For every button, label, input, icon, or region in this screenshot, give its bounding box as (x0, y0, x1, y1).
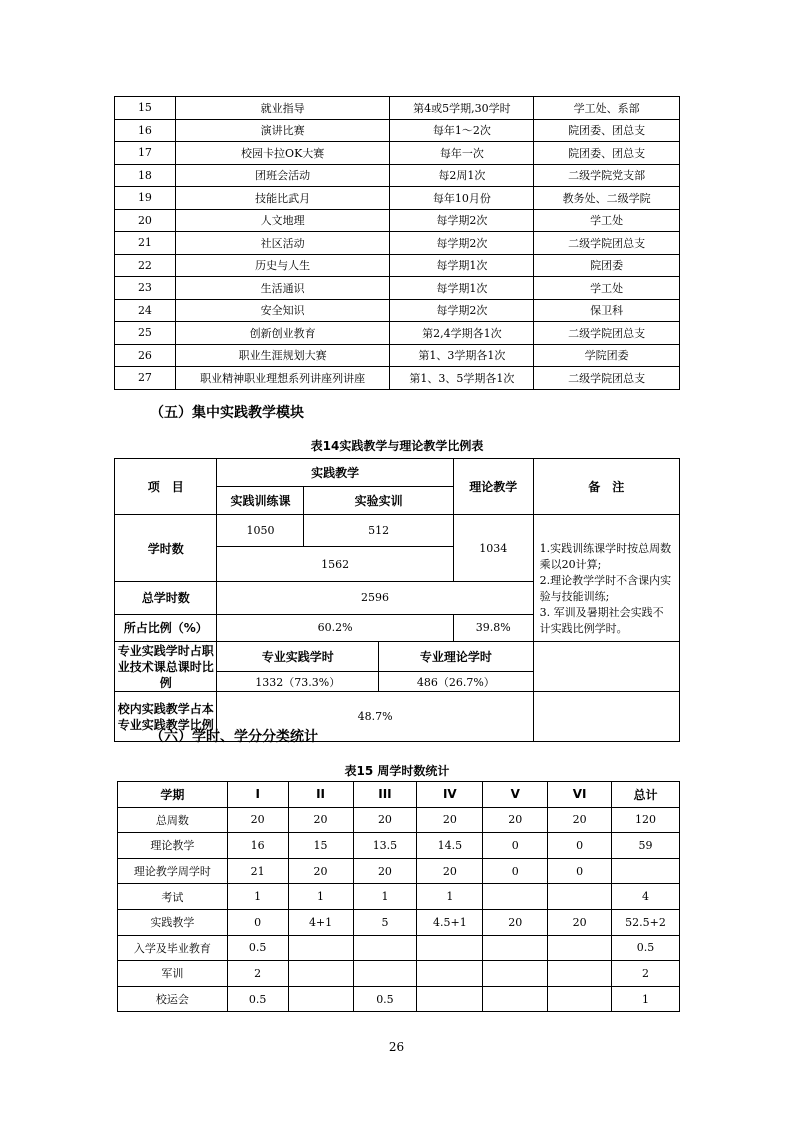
table-cell: 20 (288, 858, 353, 884)
activity-name: 人文地理 (175, 209, 390, 232)
table-cell: 0 (227, 909, 288, 935)
activity-name: 安全知识 (175, 299, 390, 322)
activity-name: 职业精神职业理想系列讲座列讲座 (175, 367, 390, 390)
activity-organizer: 学工处 (534, 277, 680, 300)
activity-organizer: 院团委、团总支 (534, 142, 680, 165)
table-cell: 0.5 (227, 986, 288, 1012)
campus-value: 48.7% (217, 692, 533, 742)
header-cell: V (483, 782, 548, 808)
table-row (115, 164, 680, 187)
table-row (115, 277, 680, 300)
table-cell: 0.5 (227, 935, 288, 961)
row-label: 实践教学 (118, 909, 228, 935)
table-cell: 20 (548, 807, 612, 833)
table-row (115, 209, 680, 232)
hours-practice-total: 1562 (217, 547, 453, 582)
activity-schedule: 第2,4学期各1次 (390, 322, 534, 345)
table-cell: 4 (612, 884, 680, 910)
activity-name: 社区活动 (175, 232, 390, 255)
activity-schedule: 每2周1次 (390, 164, 534, 187)
activity-name: 演讲比赛 (175, 119, 390, 142)
row-label: 理论教学 (118, 833, 228, 859)
table-cell (288, 935, 353, 961)
note-1: 1.实践训练课学时按总周数乘以20计算; (539, 542, 672, 571)
prof-theory-value: 486（26.7%） (379, 672, 534, 692)
table-cell (353, 961, 417, 987)
table-cell: 1 (612, 986, 680, 1012)
header-cell: II (288, 782, 353, 808)
table-row (115, 254, 680, 277)
practice-theory-ratio-table (114, 458, 680, 742)
table-cell: 0 (548, 858, 612, 884)
table-15-caption: 表15 周学时数统计 (344, 764, 450, 778)
hours-lab: 512 (304, 515, 453, 547)
header-cell: 学期 (118, 782, 228, 808)
table-cell (483, 961, 548, 987)
note-3: 3. 军训及暑期社会实践不计实践比例学时。 (539, 606, 664, 635)
table-cell: 20 (417, 858, 483, 884)
table-cell: 13.5 (353, 833, 417, 859)
table-cell (548, 961, 612, 987)
table-cell: 20 (548, 909, 612, 935)
table-row (118, 986, 680, 1012)
weekly-table-body (118, 807, 680, 1012)
table-cell (483, 884, 548, 910)
table-cell: 59 (612, 833, 680, 859)
row-label: 理论教学周学时 (118, 858, 228, 884)
activities-table-body (115, 97, 680, 390)
table-cell: 14.5 (417, 833, 483, 859)
table-cell: 20 (227, 807, 288, 833)
table-cell: 21 (227, 858, 288, 884)
note-2: 2.理论教学学时不含课内实验与技能训练; (539, 574, 672, 603)
table-row (115, 187, 680, 210)
table-cell (417, 935, 483, 961)
row-number: 27 (115, 367, 176, 390)
table-row (118, 884, 680, 910)
ratio-practice: 60.2% (217, 614, 453, 641)
table-cell (612, 858, 680, 884)
table-cell: 16 (227, 833, 288, 859)
row-number: 25 (115, 322, 176, 345)
activity-organizer: 二级学院党支部 (534, 164, 680, 187)
table-cell: 1 (227, 884, 288, 910)
ratio-label: 所占比例（%） (115, 614, 217, 641)
row-number: 18 (115, 164, 176, 187)
row-number: 21 (115, 232, 176, 255)
header-cell: 总计 (612, 782, 680, 808)
table-cell: 20 (353, 807, 417, 833)
total-value: 2596 (217, 582, 533, 614)
table-cell: 1 (417, 884, 483, 910)
activity-schedule: 每学期2次 (390, 232, 534, 255)
activity-organizer: 学工处、系部 (534, 97, 680, 120)
table-row (118, 858, 680, 884)
header-remark: 备 注 (533, 459, 679, 515)
page-number: 26 (388, 1040, 405, 1054)
activity-schedule: 第1、3学期各1次 (390, 344, 534, 367)
table-cell: 52.5+2 (612, 909, 680, 935)
table-row (115, 97, 680, 120)
activity-organizer: 学工处 (534, 209, 680, 232)
table-cell (353, 935, 417, 961)
activity-name: 团班会活动 (175, 164, 390, 187)
table-cell (483, 935, 548, 961)
hours-training: 1050 (217, 515, 304, 547)
table-cell: 4+1 (288, 909, 353, 935)
table-cell (548, 935, 612, 961)
table-cell: 0 (483, 858, 548, 884)
activity-organizer: 院团委、团总支 (534, 119, 680, 142)
table-cell: 20 (288, 807, 353, 833)
table-cell: 20 (353, 858, 417, 884)
table-cell: 1 (288, 884, 353, 910)
activity-schedule: 第1、3、5学期各1次 (390, 367, 534, 390)
row-number: 23 (115, 277, 176, 300)
activity-schedule: 每学期2次 (390, 299, 534, 322)
table-cell: 0.5 (353, 986, 417, 1012)
row-number: 16 (115, 119, 176, 142)
table-cell: 4.5+1 (417, 909, 483, 935)
activity-name: 职业生涯规划大赛 (175, 344, 390, 367)
activity-name: 历史与人生 (175, 254, 390, 277)
header-cell: III (353, 782, 417, 808)
activity-name: 创新创业教育 (175, 322, 390, 345)
remark-notes (533, 515, 679, 642)
header-training: 实践训练课 (217, 487, 304, 515)
hours-theory: 1034 (453, 515, 533, 582)
activity-organizer: 二级学院团总支 (534, 367, 680, 390)
table-row (115, 119, 680, 142)
row-number: 15 (115, 97, 176, 120)
header-cell: IV (417, 782, 483, 808)
prof-practice-value: 1332（73.3%） (217, 672, 379, 692)
activity-name: 就业指导 (175, 97, 390, 120)
prof-label: 专业实践学时占职业技术课总课时比例 (115, 642, 217, 692)
activity-organizer: 学院团委 (534, 344, 680, 367)
activities-table (114, 96, 680, 390)
total-label: 总学时数 (115, 582, 217, 614)
table-cell (548, 884, 612, 910)
row-label: 入学及毕业教育 (118, 935, 228, 961)
activity-organizer: 院团委 (534, 254, 680, 277)
table-row (118, 833, 680, 859)
table-cell: 20 (483, 909, 548, 935)
activity-organizer: 二级学院团总支 (534, 232, 680, 255)
row-number: 24 (115, 299, 176, 322)
section-6-heading: （六）学时、学分分类统计 (150, 729, 318, 745)
table-cell: 15 (288, 833, 353, 859)
row-label: 军训 (118, 961, 228, 987)
table-row (115, 322, 680, 345)
section-5-heading: （五）集中实践教学模块 (150, 405, 304, 421)
table-row (115, 299, 680, 322)
table-cell: 2 (227, 961, 288, 987)
activity-name: 校园卡拉OK大赛 (175, 142, 390, 165)
table-row (115, 232, 680, 255)
activity-schedule: 每学期2次 (390, 209, 534, 232)
row-number: 22 (115, 254, 176, 277)
activity-schedule: 第4或5学期,30学时 (390, 97, 534, 120)
row-number: 26 (115, 344, 176, 367)
activity-name: 生活通识 (175, 277, 390, 300)
hours-label: 学时数 (115, 515, 217, 582)
table-cell (288, 986, 353, 1012)
table-cell (417, 986, 483, 1012)
ratio-theory: 39.8% (453, 614, 533, 641)
table-cell: 0.5 (612, 935, 680, 961)
activity-organizer: 保卫科 (534, 299, 680, 322)
table-cell (288, 961, 353, 987)
table-cell: 5 (353, 909, 417, 935)
table-cell (548, 986, 612, 1012)
table-cell: 2 (612, 961, 680, 987)
activity-schedule: 每学期1次 (390, 277, 534, 300)
table-row (115, 367, 680, 390)
activity-name: 技能比武月 (175, 187, 390, 210)
activity-organizer: 教务处、二级学院 (534, 187, 680, 210)
row-number: 20 (115, 209, 176, 232)
table-cell (417, 961, 483, 987)
weekly-hours-table (117, 781, 680, 1012)
table-row (118, 807, 680, 833)
header-cell: VI (548, 782, 612, 808)
table-14-caption: 表14实践教学与理论教学比例表 (310, 439, 484, 453)
row-label: 总周数 (118, 807, 228, 833)
table-cell: 0 (548, 833, 612, 859)
prof-theory-header: 专业理论学时 (379, 642, 534, 672)
activity-schedule: 每学期1次 (390, 254, 534, 277)
activity-organizer: 二级学院团总支 (534, 322, 680, 345)
weekly-header-row (118, 782, 680, 808)
remark-empty-1 (533, 642, 679, 692)
row-number: 19 (115, 187, 176, 210)
header-cell: I (227, 782, 288, 808)
header-theory: 理论教学 (453, 459, 533, 515)
row-label: 校运会 (118, 986, 228, 1012)
table-row (118, 909, 680, 935)
table-cell: 20 (483, 807, 548, 833)
table-cell: 120 (612, 807, 680, 833)
table-cell: 1 (353, 884, 417, 910)
remark-empty-2 (533, 692, 679, 742)
row-number: 17 (115, 142, 176, 165)
prof-practice-header: 专业实践学时 (217, 642, 379, 672)
table-row (118, 935, 680, 961)
activity-schedule: 每年1～2次 (390, 119, 534, 142)
table-row (115, 344, 680, 367)
header-practice: 实践教学 (217, 459, 453, 487)
header-lab: 实验实训 (304, 487, 453, 515)
activity-schedule: 每年一次 (390, 142, 534, 165)
table-cell: 0 (483, 833, 548, 859)
activity-schedule: 每年10月份 (390, 187, 534, 210)
table-cell (483, 986, 548, 1012)
header-item: 项 目 (115, 459, 217, 515)
row-label: 考试 (118, 884, 228, 910)
campus-label: 校内实践教学占本专业实践教学比例 (115, 692, 217, 742)
table-row (115, 142, 680, 165)
table-row (118, 961, 680, 987)
table-cell: 20 (417, 807, 483, 833)
